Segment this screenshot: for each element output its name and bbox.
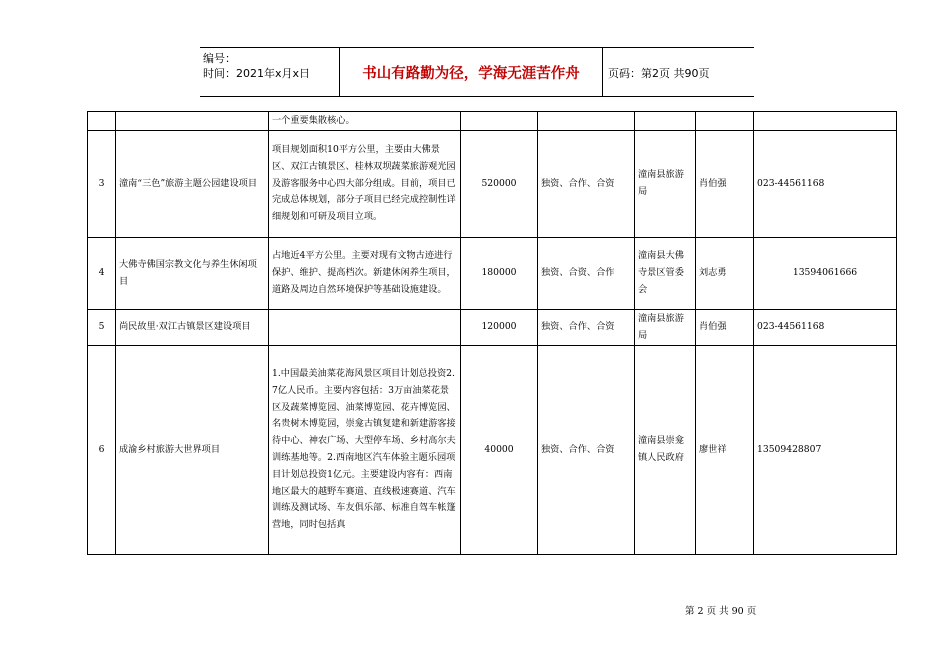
cell-desc: 1.中国最美油菜花海风景区项目计划总投资2.7亿人民币。主要内容包括：3万亩油菜花景区及蔬菜博览园、油菜博览园、花卉博览园、名贵树木博览园，崇龛古镇复建和新建游客接待中心、神农广场、大型停车场、乡村高尔夫训练基地等。2.西南地区汽车体验主题乐园项目计划总投资1亿元。主要建设内容有：西南地区最大的越野车赛道、直线极速赛道、汽车训练及测试场、车友俱乐部、标准自驾车帐篷营地，同时包括真: [269, 346, 461, 555]
page-header: [200, 47, 754, 97]
header-page-label: 页码：第2页 共90页: [608, 67, 710, 80]
cell-phone: [754, 112, 897, 131]
table-row: [88, 346, 897, 555]
table-row: [88, 112, 897, 131]
cell-phone: 023-44561168: [754, 310, 897, 346]
cell-mode: 独资、合作、合资: [538, 131, 635, 238]
cell-mode: 独资、合资、合作: [538, 238, 635, 310]
cell-desc: 一个重要集散核心。: [269, 112, 461, 131]
cell-contact: [696, 112, 754, 131]
cell-name: 大佛寺佛国宗教文化与养生休闲项目: [116, 238, 269, 310]
cell-contact: 肖伯强: [696, 310, 754, 346]
cell-num: 5: [88, 310, 116, 346]
cell-dept: [635, 112, 696, 131]
project-table: [87, 111, 897, 555]
cell-phone: 023-44561168: [754, 131, 897, 238]
cell-phone: 13594061666: [754, 238, 897, 310]
cell-num: [88, 112, 116, 131]
cell-num: 4: [88, 238, 116, 310]
cell-mode: 独资、合作、合资: [538, 346, 635, 555]
doc-time-label: 时间：2021年x月x日: [203, 67, 311, 80]
doc-number-label: 编号：: [203, 52, 236, 65]
cell-invest: [461, 112, 538, 131]
cell-mode: [538, 112, 635, 131]
table-row: [88, 310, 897, 346]
cell-contact: 廖世祥: [696, 346, 754, 555]
cell-desc: [269, 310, 461, 346]
cell-desc: 占地近4平方公里。主要对现有文物古迹进行保护、维护、提高档次。新建休闲养生项目，道路及周边自然环境保护等基础设施建设。: [269, 238, 461, 310]
table-row: [88, 238, 897, 310]
cell-mode: 独资、合作、合资: [538, 310, 635, 346]
cell-dept: 潼南县旅游局: [635, 131, 696, 238]
cell-dept: 潼南县大佛寺景区管委会: [635, 238, 696, 310]
cell-dept: 潼南县崇龛镇人民政府: [635, 346, 696, 555]
cell-contact: 刘志勇: [696, 238, 754, 310]
cell-num: 6: [88, 346, 116, 555]
cell-name: 潼南“三色”旅游主题公园建设项目: [116, 131, 269, 238]
cell-desc: 项目规划面积10平方公里，主要由大佛景区、双江古镇景区、桂林双坝蔬菜旅游观光园及游客服务中心四大部分组成。目前，项目已完成总体规划，部分子项目已经完成控制性详细规划和可研及项目立项。: [269, 131, 461, 238]
cell-name: 成渝乡村旅游大世界项目: [116, 346, 269, 555]
cell-invest: 520000: [461, 131, 538, 238]
cell-invest: 180000: [461, 238, 538, 310]
cell-invest: 40000: [461, 346, 538, 555]
table-row: [88, 131, 897, 238]
header-divider-right: [602, 48, 603, 96]
page-footer: 第 2 页 共 90 页: [685, 606, 757, 617]
header-motto: 书山有路勤为径，学海无涯苦作舟: [362, 66, 580, 82]
cell-name: 尚民故里·双江古镇景区建设项目: [116, 310, 269, 346]
cell-num: 3: [88, 131, 116, 238]
cell-invest: 120000: [461, 310, 538, 346]
header-divider-left: [339, 48, 340, 96]
cell-name: [116, 112, 269, 131]
cell-contact: 肖伯强: [696, 131, 754, 238]
cell-dept: 潼南县旅游局: [635, 310, 696, 346]
cell-phone: 13509428807: [754, 346, 897, 555]
